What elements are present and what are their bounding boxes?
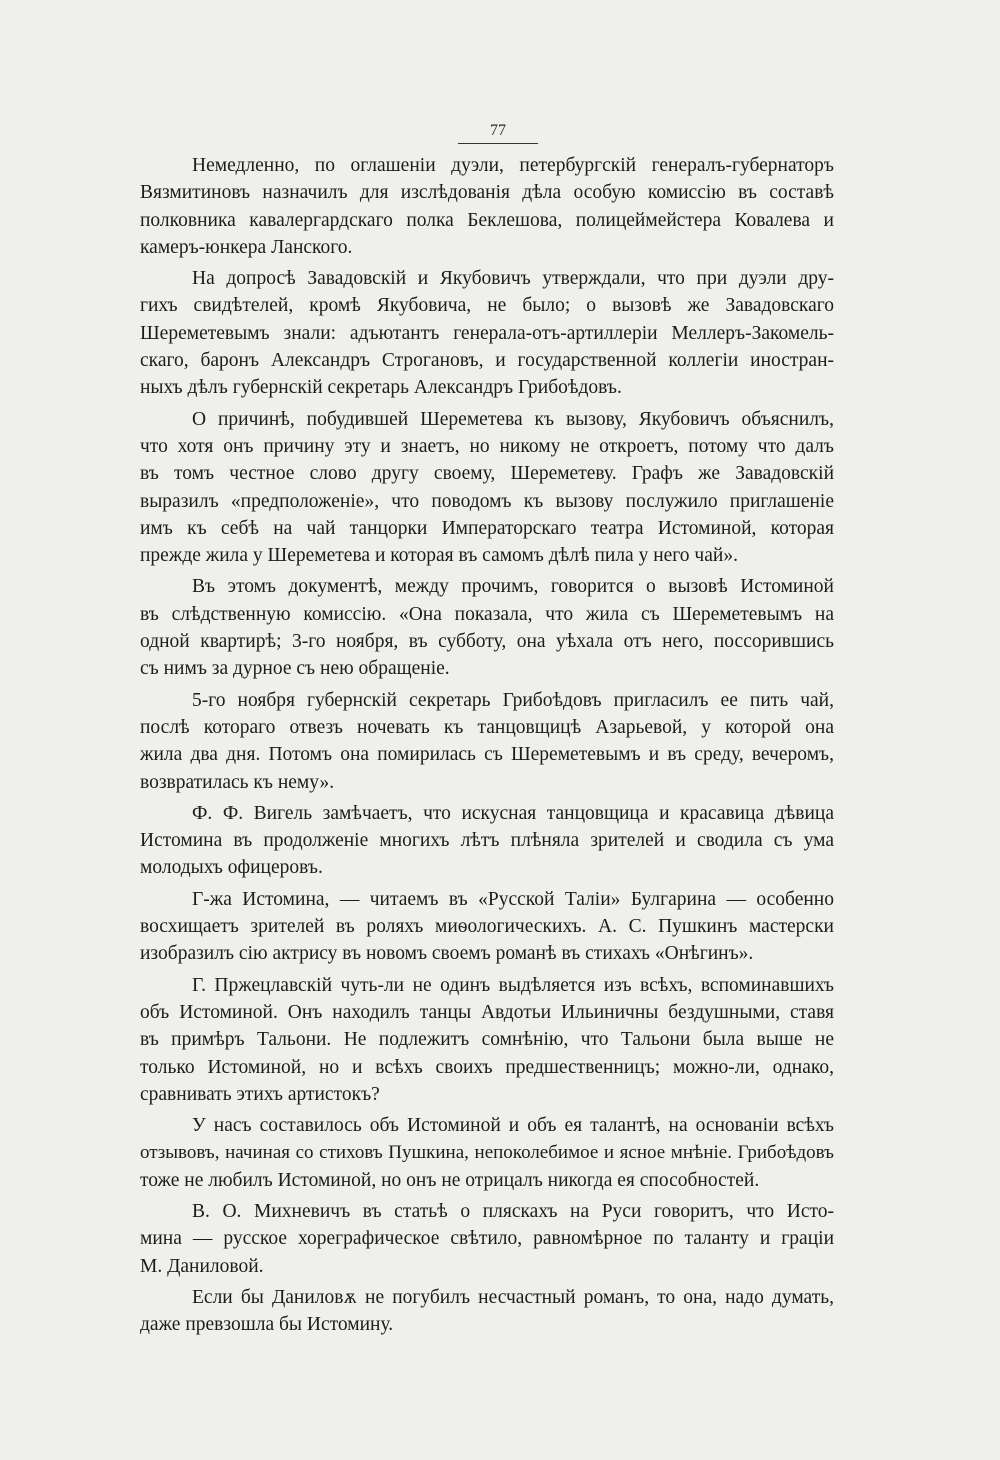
text-line: отзывовъ, начиная со стиховъ Пушкина, непоколебимое и ясное мнѣніе. Грибоѣдовъ bbox=[140, 1142, 834, 1164]
text-line: тоже не любилъ Истоминой, но онъ не отрицалъ никогда ея способностей. bbox=[140, 1169, 760, 1191]
paragraph bbox=[140, 1198, 834, 1280]
page-number: 77 bbox=[490, 122, 506, 139]
text-line: изобразилъ сію актрису въ новомъ своемъ романѣ въ стихахъ «Онѣгинъ». bbox=[140, 943, 754, 965]
text-line: возвратилась къ нему». bbox=[140, 771, 335, 793]
text-line: съ нимъ за дурное съ нею обращеніе. bbox=[140, 658, 450, 680]
text-line: Шереметевымъ знали: адъютантъ генерала-отъ-артиллеріи Меллеръ-Закомель- bbox=[140, 322, 834, 344]
text-line: Г-жа Истомина, — читаемъ въ «Русской Таліи» Булгарина — особенно bbox=[192, 888, 834, 910]
text-line: скаго, баронъ Александръ Строгановъ, и государственной коллегіи иностран- bbox=[140, 350, 834, 372]
text-line: только Истоминой, но и всѣхъ своихъ предшественницъ; можно-ли, однако, bbox=[140, 1056, 834, 1078]
text-line: камеръ-юнкера Ланского. bbox=[140, 236, 353, 258]
text-line: одной квартирѣ; 3-го ноября, въ субботу, она уѣхала отъ него, поссорившись bbox=[140, 631, 834, 653]
paragraph bbox=[140, 1284, 834, 1339]
text-line: У насъ составилось объ Истоминой и объ ея талантѣ, на основаніи всѣхъ bbox=[192, 1115, 834, 1137]
text-line: Въ этомъ документѣ, между прочимъ, говорится о вызовѣ Истоминой bbox=[192, 576, 834, 598]
paragraph bbox=[140, 1112, 834, 1194]
text-line: въ примѣръ Тальони. Не подлежитъ сомнѣнію, что Тальони была выше не bbox=[140, 1029, 834, 1051]
paragraph bbox=[140, 265, 834, 401]
paragraph bbox=[140, 687, 834, 796]
text-line: На допросѣ Завадовскій и Якубовичъ утверждали, что при дуэли дру- bbox=[192, 268, 834, 290]
text-line: Немедленно, по оглашеніи дуэли, петербургскій генералъ-губернаторъ bbox=[192, 155, 834, 176]
paragraph bbox=[140, 152, 834, 261]
text-line: жила два дня. Потомъ она помирилась съ Шереметевымъ и въ среду, вечеромъ, bbox=[140, 744, 834, 766]
text-line: Вязмитиновъ назначилъ для изслѣдованія дѣла особую комиссію въ составѣ bbox=[140, 182, 834, 204]
text-line: О причинѣ, побудившей Шереметева къ вызову, Якубовичъ объяснилъ, bbox=[192, 408, 834, 430]
text-line: сравнивать этихъ артистокъ? bbox=[140, 1083, 380, 1105]
text-line: прежде жила у Шереметева и которая въ самомъ дѣлѣ пила у него чай». bbox=[140, 545, 738, 567]
text-line: Г. Пржецлавскій чуть-ли не одинъ выдѣляется изъ всѣхъ, вспоминавшихъ bbox=[192, 974, 834, 996]
text-line: ныхъ дѣлъ губернскій секретарь Александръ Грибоѣдовъ. bbox=[140, 377, 622, 399]
paragraph bbox=[140, 573, 834, 682]
text-line: даже превзошла бы Истомину. bbox=[140, 1314, 394, 1336]
text-line: въ томъ честное слово другу своему, Шереметеву. Графъ же Завадовскій bbox=[140, 463, 834, 485]
text-line: 5-го ноября губернскій секретарь Грибоѣдовъ пригласилъ ее пить чай, bbox=[192, 689, 834, 711]
text-line: Если бы Даниловѫ не погубилъ несчастный романъ, то она, надо думать, bbox=[192, 1286, 834, 1308]
text-line: объ Истоминой. Онъ находилъ танцы Авдотьи Ильиничны бездушными, ставя bbox=[140, 1001, 834, 1023]
text-line: молодыхъ офицеровъ. bbox=[140, 857, 323, 879]
text-line: полковника кавалергардскаго полка Беклешова, полицеймейстера Ковалева и bbox=[140, 209, 834, 231]
text-line: В. О. Михневичъ въ статьѣ о пляскахъ на Руси говоритъ, что Исто- bbox=[192, 1200, 834, 1222]
text-line: въ слѣдственную комиссію. «Она показала, что жила съ Шереметевымъ на bbox=[140, 603, 834, 625]
paragraph bbox=[140, 800, 834, 882]
page-number-rule bbox=[458, 143, 538, 144]
text-line: мина — русское хореграфическое свѣтило, равномѣрное по таланту и граціи bbox=[140, 1228, 834, 1250]
text-line: восхищаетъ зрителей въ роляхъ миѳологическихъ. А. С. Пушкинъ мастерски bbox=[140, 916, 834, 938]
text-line: Ф. Ф. Вигель замѣчаетъ, что искусная танцовщица и красавица дѣвица bbox=[192, 802, 834, 824]
text-line: что хотя онъ причину эту и знаетъ, но никому не откроетъ, потому что далъ bbox=[140, 435, 834, 457]
text-line: выразилъ «предположеніе», что поводомъ къ вызову послужило приглашеніе bbox=[140, 490, 834, 512]
paragraph bbox=[140, 886, 834, 968]
text-line: послѣ котораго отвезъ ночевать къ танцовщицѣ Азарьевой, у которой она bbox=[140, 716, 834, 738]
paragraph bbox=[140, 972, 834, 1108]
text-line: М. Даниловой. bbox=[140, 1255, 264, 1277]
text-line: Истомина въ продолженіе многихъ лѣтъ плѣняла зрителей и сводила съ ума bbox=[140, 830, 834, 852]
paragraph bbox=[140, 406, 834, 570]
body-text bbox=[140, 152, 834, 1338]
text-line: гихъ свидѣтелей, кромѣ Якубовича, не было; о вызовѣ же Завадовскаго bbox=[140, 295, 834, 317]
text-line: имъ къ себѣ на чай танцорки Императорскаго театра Истоминой, которая bbox=[140, 517, 834, 539]
